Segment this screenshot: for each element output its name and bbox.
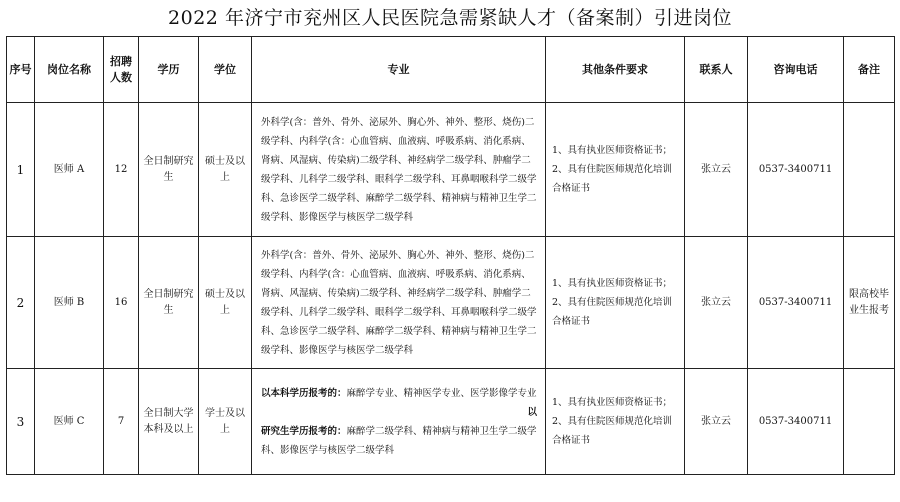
- requirement-2: 2、具有住院医师规范化培训合格证书: [552, 416, 673, 446]
- requirement-1: 1、具有执业医师资格证书；: [552, 397, 673, 408]
- major-grad: [261, 422, 537, 460]
- row-contact: 张立云: [685, 103, 748, 237]
- positions-table: [6, 36, 895, 475]
- table-row: [7, 103, 895, 237]
- table-row: [7, 369, 895, 475]
- header-position: 岗位名称: [35, 37, 104, 103]
- requirement-1: 1、具有执业医师资格证书；: [552, 145, 673, 156]
- row-position: 医师 B: [35, 237, 104, 369]
- row-remark: [844, 369, 895, 475]
- row-quota: 12: [104, 103, 139, 237]
- row-requirements: [546, 237, 685, 369]
- row-index: 3: [7, 369, 35, 475]
- row-position: 医师 C: [35, 369, 104, 475]
- header-quota: 招聘人数: [104, 37, 139, 103]
- header-education: 学历: [139, 37, 199, 103]
- row-phone: 0537-3400711: [748, 103, 844, 237]
- row-major: [252, 369, 546, 475]
- row-requirements: [546, 369, 685, 475]
- major-bachelor: [261, 384, 537, 403]
- row-major: 外科学(含：普外、骨外、泌尿外、胸心外、神外、整形、烧伤)二级学科、内科学(含：心血管病、血液病、呼吸系病、消化系病、肾病、风湿病、传染病)二级学科、神经病学二级学科、肿瘤学二级学科、儿科学二级学科、眼科学二级学科、耳鼻咽喉科学二级学科、急诊医学二级学科、麻醉学二级学科、精神病与精神卫生学二级学科、影像医学与核医学二级学科: [252, 237, 546, 369]
- page-title: 2022 年济宁市兖州区人民医院急需紧缺人才（备案制）引进岗位: [168, 7, 732, 29]
- row-degree: 学士及以上: [199, 369, 252, 475]
- row-phone: 0537-3400711: [748, 369, 844, 475]
- header-remark: 备注: [844, 37, 895, 103]
- row-remark: 限高校毕业生报考: [844, 237, 895, 369]
- row-phone: 0537-3400711: [748, 237, 844, 369]
- row-quota: 16: [104, 237, 139, 369]
- row-quota: 7: [104, 369, 139, 475]
- header-degree: 学位: [199, 37, 252, 103]
- row-degree: 硕士及以上: [199, 237, 252, 369]
- header-contact: 联系人: [685, 37, 748, 103]
- row-remark: [844, 103, 895, 237]
- row-contact: 张立云: [685, 369, 748, 475]
- major-grad-label: 研究生学历报考的：: [261, 425, 347, 437]
- header-index: 序号: [7, 37, 35, 103]
- header-phone: 咨询电话: [748, 37, 844, 103]
- row-degree: 硕士及以上: [199, 103, 252, 237]
- major-grad-text: 麻醉学二级学科、精神病与精神卫生学二级学科、影像医学与核医学二级学科: [261, 425, 537, 456]
- row-index: 2: [7, 237, 35, 369]
- row-education: 全日制大学本科及以上: [139, 369, 199, 475]
- header-other: 其他条件要求: [546, 37, 685, 103]
- row-index: 1: [7, 103, 35, 237]
- requirement-2: 2、具有住院医师规范化培训合格证书: [552, 164, 673, 194]
- row-education: 全日制研究生: [139, 103, 199, 237]
- requirement-2: 2、具有住院医师规范化培训合格证书: [552, 297, 673, 327]
- major-bachelor-text: 麻醉学专业、精神医学专业、医学影像学专业: [346, 387, 537, 399]
- major-bachelor-label: 以本科学历报考的：: [261, 387, 347, 399]
- row-requirements: [546, 103, 685, 237]
- header-major: 专业: [252, 37, 546, 103]
- major-right-label: 以: [527, 406, 537, 418]
- requirement-1: 1、具有执业医师资格证书；: [552, 278, 673, 289]
- row-major: 外科学(含：普外、骨外、泌尿外、胸心外、神外、整形、烧伤)二级学科、内科学(含：心血管病、血液病、呼吸系病、消化系病、肾病、风湿病、传染病)二级学科、神经病学二级学科、肿瘤学二级学科、儿科学二级学科、眼科学二级学科、耳鼻咽喉科学二级学科、急诊医学二级学科、麻醉学二级学科、精神病与精神卫生学二级学科、影像医学与核医学二级学科: [252, 103, 546, 237]
- table-row: [7, 237, 895, 369]
- table-header-row: [7, 37, 895, 103]
- row-education: 全日制研究生: [139, 237, 199, 369]
- row-contact: 张立云: [685, 237, 748, 369]
- row-position: 医师 A: [35, 103, 104, 237]
